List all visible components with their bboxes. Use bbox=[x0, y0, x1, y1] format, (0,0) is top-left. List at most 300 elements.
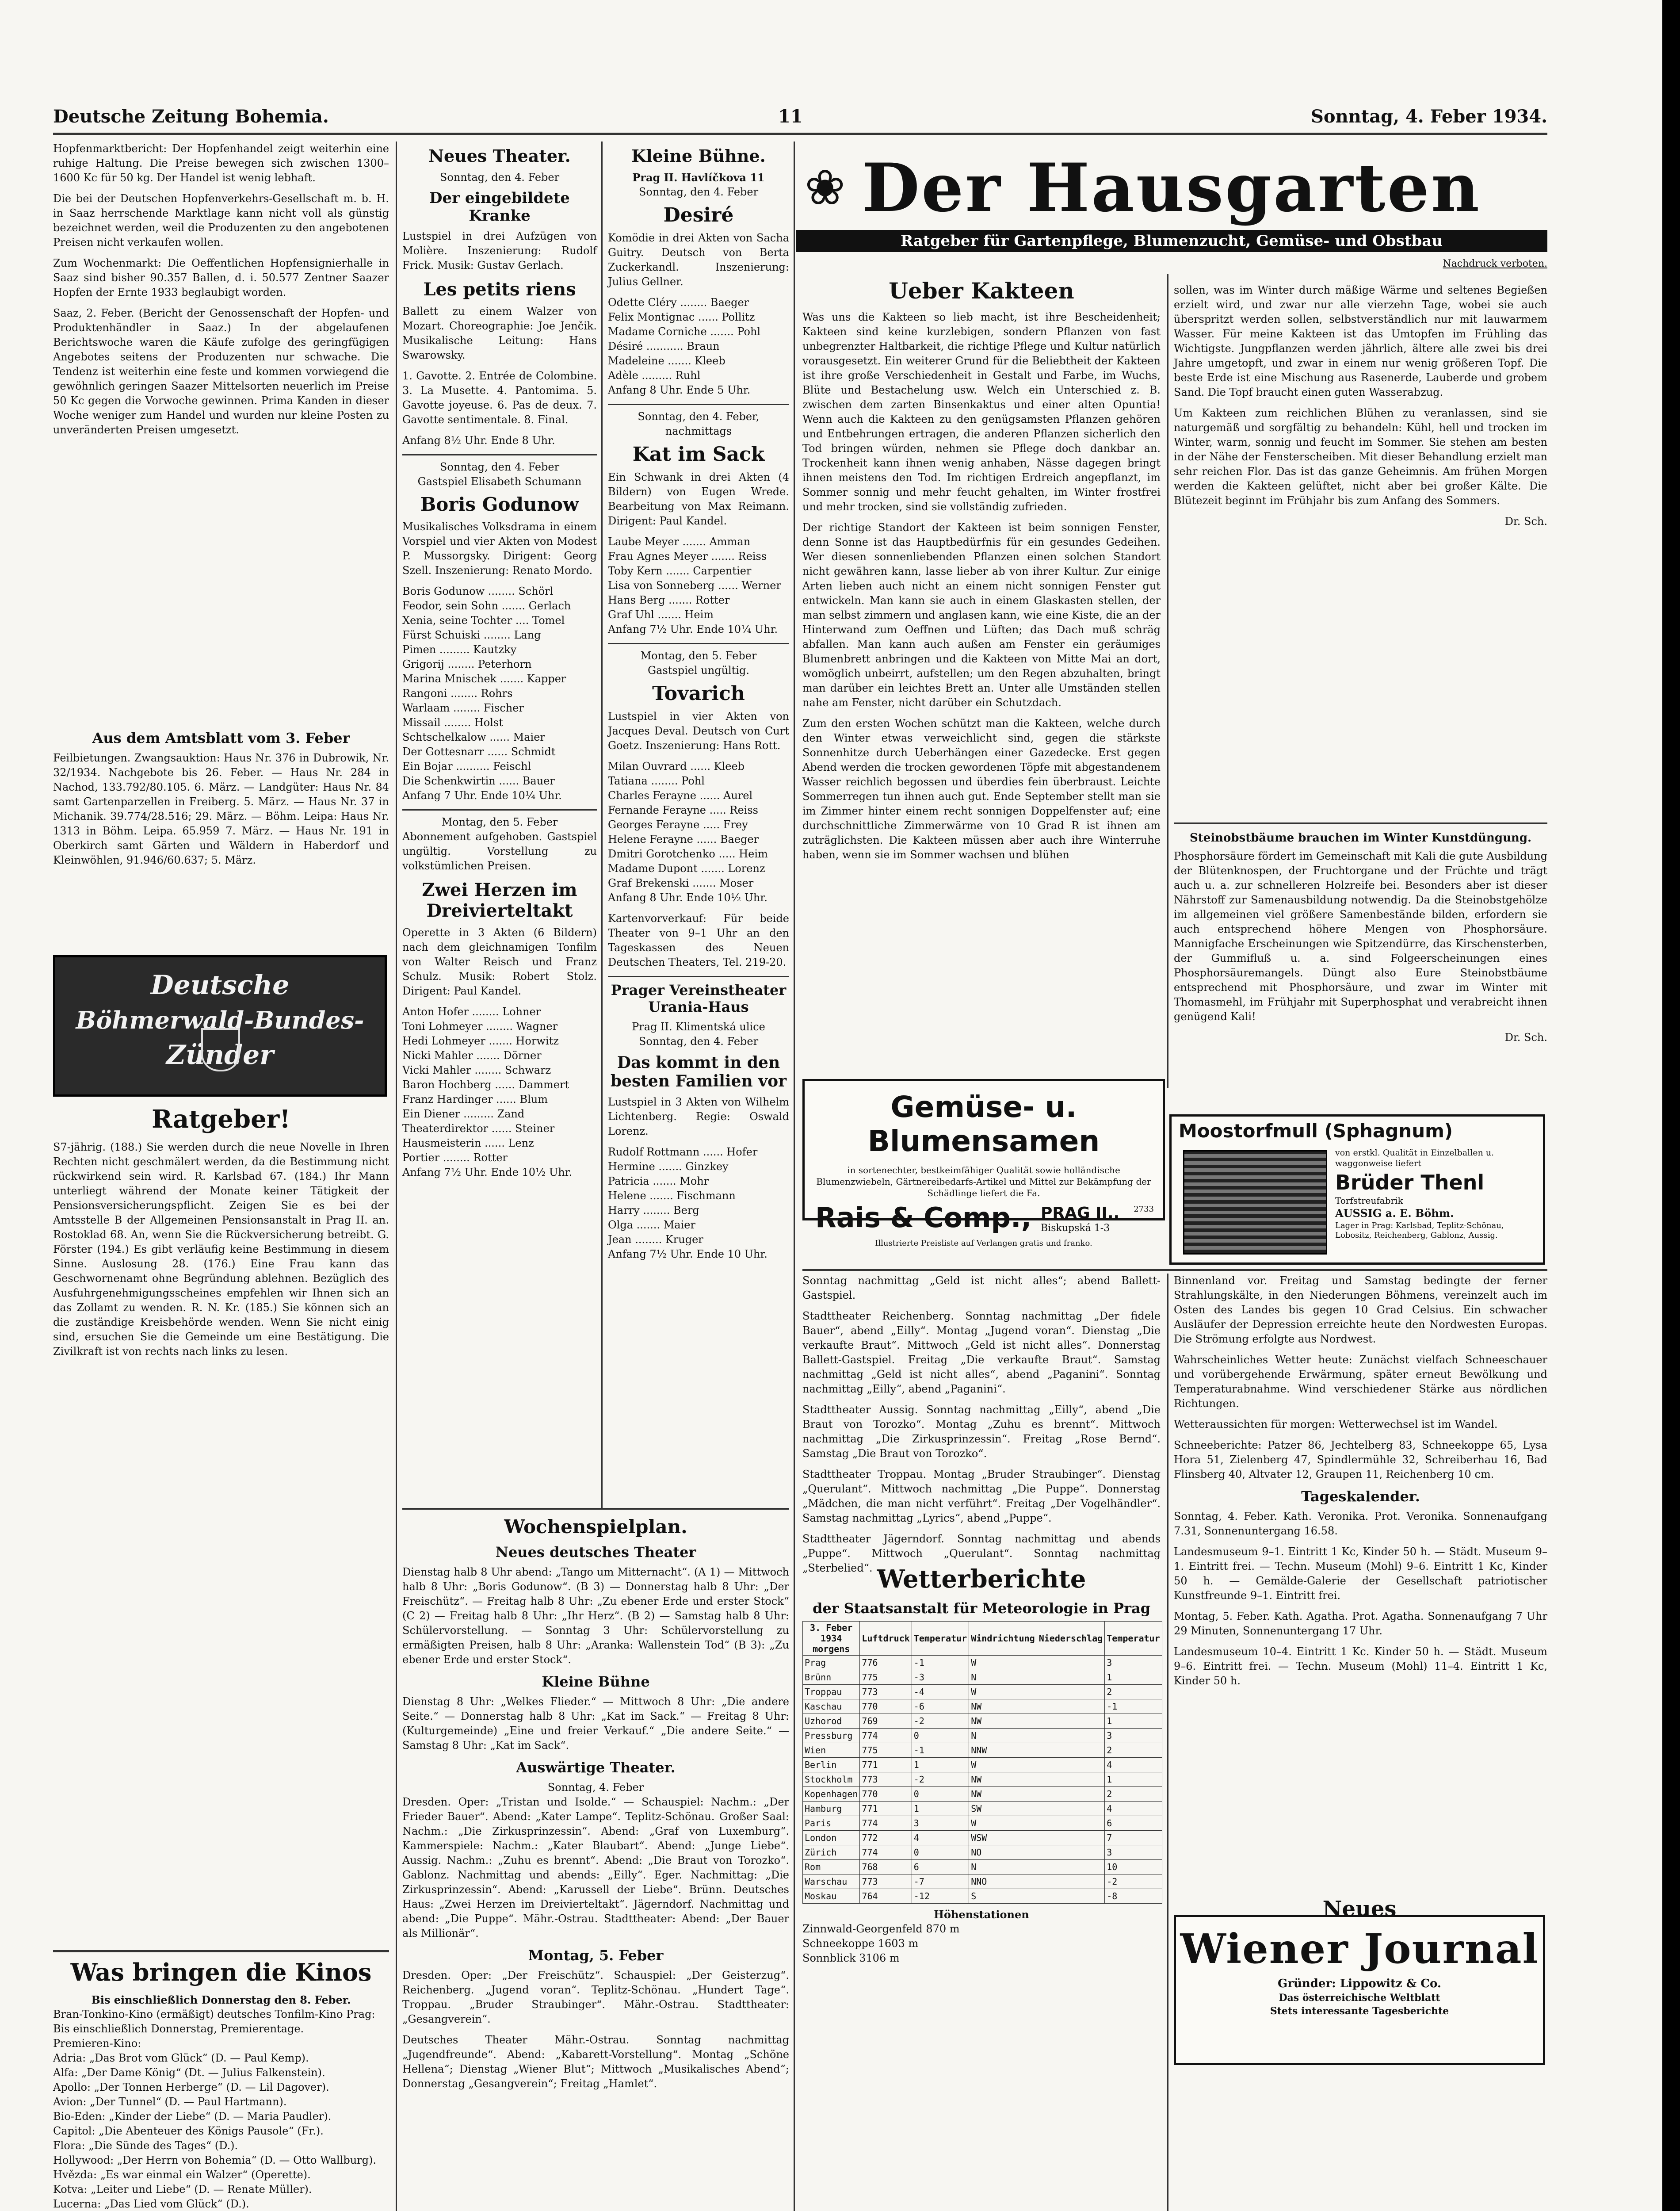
weather-cell: 773 bbox=[860, 1874, 912, 1889]
desire-cast bbox=[608, 295, 789, 383]
mon-time: Anfang 7½ Uhr. Ende 10½ Uhr. bbox=[402, 1166, 573, 1178]
cast-line: Laube Meyer ....... Amman bbox=[608, 536, 751, 548]
cast-line: Madeleine ....... Kleeb bbox=[608, 355, 725, 367]
cactus-text-c: Zum den ersten Wochen schützt man die Kakteen, welche durch den Winter etwas verweichlicht sind, gegen die stärkste Sonnenhitze durch Ueberhängen einer Gazedecke. Erst gegen Abend werden die trocken gewordenen Töpfe mit abgestandenem Wasser reichlich begossen und überdies fein überbraust. Leichte Sommerregen tun ihnen auch gut. Ende September stellt man sie im Zimmer hinter einem recht sonnigen Doppelfenster auf; eine durchschnittliche Zimmerwärme von 10 Grad R ist ihnen am zuträglichsten. Die Kakteen müssen aber auch ihre Winterruhe haben, wenn sie im Sommer wachsen und blühen bbox=[802, 717, 1161, 861]
play2-time: Anfang 8½ Uhr. Ende 8 Uhr. bbox=[402, 434, 555, 447]
col3-theater bbox=[608, 142, 789, 1503]
cast-line: Adèle ......... Ruhl bbox=[608, 369, 701, 382]
cast-line: Franz Hardinger ...... Blum bbox=[402, 1093, 548, 1106]
wiener-sub2: Das österreichische Weltblatt bbox=[1279, 1992, 1440, 2004]
kat-title: Kat im Sack bbox=[632, 443, 765, 466]
cast-line: Schtschelkalow ...... Maier bbox=[402, 731, 545, 743]
weather-cell: Zürich bbox=[803, 1845, 860, 1860]
peat-ad-city: AUSSIG a. E. Böhm. bbox=[1335, 1207, 1454, 1220]
table-row bbox=[803, 1802, 1162, 1816]
weather-cell: 773 bbox=[860, 1772, 912, 1787]
weather-notes bbox=[802, 1922, 1161, 1966]
weather-head bbox=[803, 1622, 1162, 1656]
cast-line: Toni Lohmeyer ........ Wagner bbox=[402, 1020, 558, 1033]
weather-bottom: Höhenstationen bbox=[934, 1908, 1029, 1921]
desire-time: Anfang 8 Uhr. Ende 5 Uhr. bbox=[608, 384, 751, 396]
fertilizer-title: Steinobstbäume brauchen im Winter Kunstdüngung. bbox=[1189, 831, 1532, 845]
weather-cell: N bbox=[969, 1670, 1037, 1685]
hops-text-2: Die bei der Deutschen Hopfenverkehrs-Gesellschaft m. b. H. in Saaz herrschende Marktlage kann nicht voll als günstig bezeichnet werden, weil die Produzenten zu den angebotenen Preisen nicht verkaufen wollen. bbox=[53, 192, 389, 249]
cast-line: Fernande Ferayne ..... Reiss bbox=[608, 804, 758, 816]
cast-line: Milan Ouvrard ...... Kleeb bbox=[608, 760, 745, 773]
weather-cell: NNO bbox=[969, 1874, 1037, 1889]
cactus-text-b: Der richtige Standort der Kakteen ist beim sonnigen Fenster, denn Sonne ist das Hauptbedürfnis für ein gesundes Gedeihen. Wer diesen sonnenliebenden Pflanzen einen solchen Standort nicht gewähren kann, lasse lieber ab von ihrer Kultur. Zur einige Arten lieben auch nicht an einem nicht sonnigen Fenster gut entwickeln. Man kann sie auch in einem Glaskasten stellen, der man selbst zimmern und anglasen kann, wie eine Kiste, die an der Hinterwand zum Oeffnen und Lüften; das Dach muß schräg abfallen. Man kann auch außen am Fenster ein geräumiges Blumenbrett anbringen und die Kakteen von Mitte Mai an dort, womöglich unbeirrt, aufstellen; um den Regen abzuhalten, bringt man darüber ein leichtes Brett an. Unter alle Umständen stellen nahe am Fenster, nicht darüber ein Schutzdach. bbox=[802, 521, 1161, 709]
weather-cell: N bbox=[969, 1860, 1037, 1874]
weather-cell: -6 bbox=[912, 1699, 969, 1714]
bulletin-col bbox=[802, 1274, 1161, 1574]
weather-cell: 4 bbox=[1105, 1758, 1162, 1772]
weather-head-cell: 3. Feber 1934 morgens bbox=[803, 1622, 860, 1656]
cast-line: Helene ....... Fischmann bbox=[608, 1190, 736, 1202]
cast-line: Graf Uhl ....... Heim bbox=[608, 608, 714, 621]
right-lower-a: Binnenland vor. Freitag und Samstag bedingte der ferner Strahlungskälte, in den Niederungen Böhmens, vereinzelt auch im Osten des Landes bis gegen 10 Grad Celsius. Ein schwacher Ausläufer der Depression erreichte heute den Nordwesten Europas. Die Strömung erfolgte aus Nordwest. bbox=[1174, 1274, 1547, 1345]
weather-head-cell: Temperatur bbox=[1105, 1622, 1162, 1656]
week-sub2: Kleine Bühne bbox=[542, 1673, 650, 1690]
table-row bbox=[803, 1845, 1162, 1860]
weather-note: Sonnblick 3106 m bbox=[802, 1952, 900, 1964]
peat-ad-lines: Lager in Prag: Karlsbad, Teplitz-Schönau, Lobositz, Reichenberg, Gablonz, Aussig. bbox=[1335, 1221, 1504, 1240]
weather-cell: -2 bbox=[912, 1714, 969, 1729]
table-row bbox=[803, 1656, 1162, 1670]
table-row bbox=[803, 1699, 1162, 1714]
kino-title: Was bringen die Kinos bbox=[70, 1958, 372, 1986]
table-row bbox=[803, 1714, 1162, 1729]
weather-cell bbox=[1037, 1656, 1105, 1670]
col1-kino bbox=[53, 1955, 389, 2211]
seed-ad-city: PRAG II., bbox=[1041, 1204, 1120, 1222]
weather-cell: SW bbox=[969, 1802, 1037, 1816]
weather-cell: 3 bbox=[912, 1816, 969, 1831]
cast-line: Frau Agnes Meyer ....... Reiss bbox=[608, 550, 767, 562]
wiener-sub3: Stets interessante Tagesberichte bbox=[1270, 2005, 1449, 2017]
peat-ad-sub: Torfstreufabrik bbox=[1335, 1195, 1403, 1206]
weather-cell: London bbox=[803, 1831, 860, 1845]
seed-ad bbox=[802, 1079, 1165, 1248]
weather-cell: -8 bbox=[1105, 1889, 1162, 1904]
weather-cell: -12 bbox=[912, 1889, 969, 1904]
weather-head-cell: Niederschlag bbox=[1037, 1622, 1105, 1656]
public-text: Feilbietungen. Zwangsauktion: Haus Nr. 376 in Dubrowik, Nr. 32/1934. Nachgebote bis 26. Feber. — Haus Nr. 284 in Nachod, 133.792/80.105. 6. März. — Landgüter: Haus Nr. 84 samt Gartenparzellen in Freiberg. 5. März. — Haus Nr. 37 in Michanik. 39.774/28.516; 29. März. — Böhm. Leipa: Haus Nr. 1313 in Böhm. Leipa. 65.959 7. März. — Haus Nr. 191 in Oberkirch samt Gärten und Wäldern in Haberdorf und Kleinwöhlen, 91.946/60.637; 5. März. bbox=[53, 752, 389, 866]
cast-line: Olga ....... Maier bbox=[608, 1219, 695, 1231]
weather-cell bbox=[1037, 1699, 1105, 1714]
zunder-line3: Zünder bbox=[166, 1040, 274, 1071]
weather-cell: Hamburg bbox=[803, 1802, 860, 1816]
kino-list-item: Avion: „Der Tunnel“ (D. — Paul Hartmann). bbox=[53, 2096, 287, 2108]
peat-ad-title: Moostorfmull (Sphagnum) bbox=[1179, 1120, 1453, 1142]
weather-cell: Wien bbox=[803, 1743, 860, 1758]
header-page-number: 11 bbox=[778, 106, 803, 127]
weather-cell: 3 bbox=[1105, 1656, 1162, 1670]
weather-cell: S bbox=[969, 1889, 1037, 1904]
zunder-ad bbox=[53, 955, 387, 1097]
weather-cell: -7 bbox=[912, 1874, 969, 1889]
bulletin-b: Stadttheater Reichenberg. Sonntag nachmittag „Der fidele Bauer“, abend „Eilly“. Montag „Jugend voran“. Dienstag „Die verkaufte Braut“. Mittwoch „Geld ist nicht alles“. Donnerstag Ballett-Gastspiel. Freitag „Die verkaufte Braut“. Samstag nachmittag „Geld ist nicht alles“, abend „Paganini“. Sonntag nachmittag „Eilly“, abend „Paganini“. bbox=[802, 1310, 1161, 1395]
bulletin-c: Stadttheater Aussig. Sonntag nachmittag „Eilly“, abend „Die Braut von Torozko“. Montag „Zuhu es brennt“. Mittwoch nachmittag „Die Zirkusprinzessin“. Freitag „Rose Bernd“. Samstag „Die Braut von Torozko“. bbox=[802, 1404, 1161, 1460]
header-rule bbox=[53, 133, 1547, 135]
cast-line: Madame Dupont ....... Lorenz bbox=[608, 862, 765, 875]
opera-time: Anfang 7 Uhr. Ende 10¼ Uhr. bbox=[402, 789, 562, 802]
weather-cell bbox=[1037, 1758, 1105, 1772]
cast-line: Portier ........ Rotter bbox=[402, 1151, 508, 1164]
col2-rule-a bbox=[402, 454, 597, 455]
tovarich-title: Tovarich bbox=[652, 682, 745, 705]
tovarich-cast bbox=[608, 759, 789, 891]
weather-cell: Warschau bbox=[803, 1874, 860, 1889]
cast-line: Hedi Lohmeyer ....... Horwitz bbox=[402, 1035, 559, 1047]
wiener-title: Wiener Journal bbox=[1180, 1925, 1539, 1973]
prague-title: Prager Vereinstheater Urania-Haus bbox=[611, 982, 787, 1015]
cast-line: Lisa von Sonneberg ...... Werner bbox=[608, 579, 781, 592]
tovarich-note: Gastspiel ungültig. bbox=[647, 664, 750, 677]
week-sub1: Neues deutsches Theater bbox=[495, 1544, 696, 1561]
seed-ad-firm: Rais & Comp., bbox=[815, 1201, 1032, 1234]
kino-list-item: Flora: „Die Sünde des Tages“ (D.). bbox=[53, 2139, 238, 2152]
table-row bbox=[803, 1816, 1162, 1831]
zunder-line1: Deutsche bbox=[150, 970, 290, 1001]
weather-cell: 771 bbox=[860, 1758, 912, 1772]
weather-cell: Rom bbox=[803, 1860, 860, 1874]
prague-time: Anfang 7½ Uhr. Ende 10 Uhr. bbox=[608, 1248, 767, 1260]
cast-line: Tatiana ........ Pohl bbox=[608, 775, 705, 787]
weather-cell bbox=[1037, 1772, 1105, 1787]
cast-line: Warlaam ........ Fischer bbox=[402, 702, 524, 714]
weather-cell: W bbox=[969, 1758, 1037, 1772]
cast-line: Harry ........ Berg bbox=[608, 1204, 699, 1216]
kino-list-item: Premieren-Kino: bbox=[53, 2037, 141, 2050]
weather-cell: 6 bbox=[912, 1860, 969, 1874]
cast-line: Désiré ........... Braun bbox=[608, 340, 720, 352]
weather-cell: Paris bbox=[803, 1816, 860, 1831]
prague-play: Das kommt in den besten Familien vor bbox=[610, 1053, 787, 1090]
cast-line: Georges Ferayne ..... Frey bbox=[608, 819, 748, 831]
col-divider-3 bbox=[794, 142, 795, 2211]
prague-addr: Prag II. Klimentská ulice bbox=[632, 1021, 765, 1033]
kat-cast bbox=[608, 535, 789, 622]
weather-cell: 0 bbox=[912, 1787, 969, 1802]
weather-note: Schneekoppe 1603 m bbox=[802, 1937, 919, 1950]
cactus-sign: Dr. Sch. bbox=[1504, 515, 1547, 528]
weather-cell bbox=[1037, 1816, 1105, 1831]
kino-list-item: Bran-Tonkino-Kino (ermäßigt) deutsches Tonfilm-Kino Prag: Bis einschließlich Donnerstag, Premierentage. bbox=[53, 2008, 375, 2035]
flower-icon: ❀ bbox=[805, 159, 846, 216]
kino-list-item: Kotva: „Leiter und Liebe“ (D. — Renate Müller). bbox=[53, 2183, 312, 2196]
cast-line: Toby Kern ....... Carpentier bbox=[608, 565, 752, 577]
desire-text: Komödie in drei Akten von Sacha Guitry. Deutsch von Berta Zuckerkandl. Inszenierung: Julius Gellner. bbox=[608, 232, 789, 288]
out-text: Dresden. Oper: „Tristan und Isolde.“ — Schauspiel: Nachm.: „Der Frieder Bauer“. Abend: „Kater Lampe“. Teplitz-Schönau. Großer Saal: Nachm.: „Die Zirkusprinzessin“. Abend: „Graf von Luxemburg“. Kammerspiele: Nachm.: „Kater Blaubart“. Abend: „Junge Liebe“. Aussig. Nachm.: „Zuhu es brennt“. Abend: „Die Braut von Torozko“. Gablonz. Nachmittag und abends: „Eilly“. Eger. Nachmittag: „Die Zirkusprinzessin“. Abend: „Karussell der Liebe“. Brünn. Deutsches Haus: „Zwei Herzen im Dreivierteltakt“. Jägerndorf. Nachmittag und abend: „Die Puppe“. Mähr.-Ostrau. Stadttheater: Abend: „Der Bauer als Millionär“. bbox=[402, 1796, 789, 1939]
weather-cell: -4 bbox=[912, 1685, 969, 1699]
calendar-c: Montag, 5. Feber. Kath. Agatha. Prot. Agatha. Sonnenaufgang 7 Uhr 29 Minuten, Sonnenuntergang 17 Uhr. bbox=[1174, 1610, 1547, 1637]
weather-cell: -3 bbox=[912, 1670, 969, 1685]
tovarich-text: Lustspiel in vier Akten von Jacques Deval. Deutsch von Curt Goetz. Inszenierung: Hans Rott. bbox=[608, 710, 789, 752]
lower-rule bbox=[802, 1269, 1547, 1271]
col1-top bbox=[53, 142, 389, 721]
advisor-text: S7-jährig. (188.) Sie werden durch die neue Novelle in Ihren Rechten nicht geschmälert werden, da die Bestimmung nicht rückwirkend sein wird. R. Karlsbad 67. (184.) Ihr Mann unterliegt während der Monate keiner Tätigkeit der Pensionsversicherungspflicht. Zeigen Sie es bei der Amtsstelle B der Allgemeinen Pensionsanstalt in Prag II. an. Rostoklad 68. An, wenn Sie die Rückversicherung betreibt. G. Förster (194.) Es gibt verläufig keine Bestimmung in diesem Sinne. Auslosung 28. (176.) Eine Frau kann das Geschwornenamt ohne Begründung ablehnen. Bezüglich des Ausfuhrgenehmigungsscheines empfehlen wir Ihnen sich an das Zollamt zu wenden. R. N. Kr. (185.) Sie können sich an die zuständige Kreisbehörde wenden. Wenn Sie nicht einig sind, ersuchen Sie die Gemeinde um eine Bestätigung. Die Zivilkraft ist von rechts nach links zu lesen. bbox=[53, 1141, 389, 1358]
theater-title: Neues Theater. bbox=[428, 146, 571, 166]
weather-col bbox=[802, 1561, 1161, 2211]
kino-list-item: Hvězda: „Es war einmal ein Walzer“ (Operette). bbox=[53, 2169, 311, 2181]
weather-cell: 10 bbox=[1105, 1860, 1162, 1874]
weather-cell: 1 bbox=[912, 1758, 969, 1772]
weather-cell: NW bbox=[969, 1772, 1037, 1787]
kat-sub: Sonntag, den 4. Feber, nachmittags bbox=[638, 410, 760, 437]
fertilizer-sign: Dr. Sch. bbox=[1504, 1031, 1547, 1044]
week-title: Wochenspielplan. bbox=[504, 1516, 687, 1538]
play1-text: Lustspiel in drei Aufzügen von Molière. Inszenierung: Rudolf Frick. Musik: Gustav Gerlach. bbox=[402, 230, 597, 272]
table-row bbox=[803, 1831, 1162, 1845]
cast-line: Felix Montignac ...... Pollitz bbox=[608, 311, 755, 323]
bulletin-d: Stadttheater Troppau. Montag „Bruder Straubinger“. Dienstag „Querulant“. Mittwoch nachmittag „Die Puppe“. Donnerstag „Mädchen, die man nicht verführt“. Freitag „Der Vogelhändler“. Samstag nachmittag „Lyrics“, abend „Puppe“. bbox=[802, 1468, 1161, 1524]
cast-line: Hans Berg ....... Rotter bbox=[608, 594, 730, 606]
fertilizer-text: Phosphorsäure fördert im Gemeinschaft mit Kali die gute Ausbildung der Blütenknospen, der Fruchtorgane und der Früchte und trägt auch u. a. zur schnelleren Holzreife bei. Besonders aber ist dieser Nährstoff zur Samenausbildung notwendig. Da die Steinobstgehölze im allgemeinen viel größere Samenbestände bilden, erfordern sie auch entsprechend höhere Mengen von Phosphorsäure. Mannigfache Erscheinungen wie Spitzendürre, das Kirschensterben, der Gummifluß u. a. sind Folgeerscheinungen eines Phosphorsäuremangels. Düngt also Eure Steinobstbäume entsprechend mit Phosphorsäure, und zwar im Winter mit Thomasmehl, im Frühjahr mit Superphosphat und verabreicht ihnen genügend Kali! bbox=[1174, 850, 1547, 1023]
seed-ad-text: in sortenechter, bestkeimfähiger Qualität sowie holländische Blumenzwiebeln, Gärtnereibedarfs-Artikel und Mittel zur Bekämpfung der Schädlinge liefert die Fa. bbox=[816, 1165, 1151, 1198]
kino-list-item: Alfa: „Der Dame König“ (Dt. — Julius Falkenstein). bbox=[53, 2066, 325, 2079]
weather-cell: Berlin bbox=[803, 1758, 860, 1772]
right-lower-d: Schneeberichte: Patzer 86, Jechtelberg 83, Schneekoppe 65, Lysa Hora 51, Zielenberg 47, Spindlermühle 32, Schreiberhau 16, Bad Flinsberg 40, Altvater 12, Graupen 11, Reichenberg 10 cm. bbox=[1174, 1439, 1547, 1480]
weather-cell: 770 bbox=[860, 1699, 912, 1714]
weather-title: Wetterberichte bbox=[877, 1565, 1086, 1594]
play2-title: Les petits riens bbox=[423, 279, 576, 300]
table-row bbox=[803, 1758, 1162, 1772]
weather-cell: 6 bbox=[1105, 1816, 1162, 1831]
weather-cell: 771 bbox=[860, 1802, 912, 1816]
weather-head-cell: Temperatur bbox=[912, 1622, 969, 1656]
small-stage-title: Kleine Bühne. bbox=[631, 146, 766, 166]
cast-line: Rudolf Rottmann ...... Hofer bbox=[608, 1146, 758, 1158]
hops-text-3: Zum Wochenmarkt: Die Oeffentlichen Hopfensignierhalle in Saaz sind bisher 90.357 Ballen, d. i. 50.577 Zentner Saazer Hopfen der Ernte 1933 beglaubigt worden. bbox=[53, 257, 389, 298]
weather-cell: W bbox=[969, 1685, 1037, 1699]
calendar-title: Tageskalender. bbox=[1301, 1488, 1420, 1505]
cast-line: Dmitri Gorotchenko ..... Heim bbox=[608, 848, 768, 860]
col2-theater bbox=[402, 142, 597, 1503]
calendar-a: Sonntag, 4. Feber. Kath. Veronika. Prot. Veronika. Sonnenaufgang 7.31, Sonnenuntergang 16.58. bbox=[1174, 1510, 1547, 1537]
weather-cell: 775 bbox=[860, 1743, 912, 1758]
cactus-text-d: sollen, was im Winter durch mäßige Wärme und seltenes Begießen erzielt wird, und zwar nur alle vierzehn Tage, wobei sie auch überspritzt werden sollen, selbstverständlich nur mit lauwarmem Wasser. Für meine Kakteen ist das Umtopfen im Frühling das Wichtigste. Jungpflanzen werden jährlich, ältere alle zwei bis drei Jahre umgetopft, und zwar in einem nur wenig größeren Topf. Die beste Erde ist eine Mischung aus Rasenerde, Lauberde und grobem Sand. Die Topf braucht einen guten Wasserabzug. bbox=[1174, 284, 1547, 398]
col23-weekly bbox=[402, 1512, 789, 2211]
out-sub: Sonntag, 4. Feber bbox=[547, 1781, 644, 1794]
weather-cell: 2 bbox=[1105, 1743, 1162, 1758]
weather-cell: 1 bbox=[1105, 1772, 1162, 1787]
cast-line: Der Gottesnarr ...... Schmidt bbox=[402, 746, 556, 758]
cast-line: Baron Hochberg ...... Dammert bbox=[402, 1079, 569, 1091]
weather-cell: Prag bbox=[803, 1656, 860, 1670]
weather-head-cell: Windrichtung bbox=[969, 1622, 1037, 1656]
bulletin-e: Stadttheater Jägerndorf. Sonntag nachmittag und abends „Puppe“. Mittwoch „Querulant“. Sonntag nachmittag „Sterbelied“. bbox=[802, 1533, 1161, 1574]
weather-head-cell: Luftdruck bbox=[860, 1622, 912, 1656]
seed-ad-note: Illustrierte Preisliste auf Verlangen gratis und franko. bbox=[875, 1239, 1092, 1248]
cast-line: Nicki Mahler ....... Dörner bbox=[402, 1049, 542, 1062]
wiener-top-label: Neues bbox=[1322, 1897, 1397, 1921]
weather-cell: NW bbox=[969, 1714, 1037, 1729]
weather-cell: 2 bbox=[1105, 1787, 1162, 1802]
weather-cell: 774 bbox=[860, 1845, 912, 1860]
page-edge bbox=[1662, 0, 1680, 2211]
weather-cell bbox=[1037, 1845, 1105, 1860]
prague-cast bbox=[608, 1145, 789, 1247]
hops-text-4: Saaz, 2. Feber. (Bericht der Genossenschaft der Hopfen- und Produktenhändler in Saaz.) In der abgelaufenen Berichtswoche waren die Käufe zufolge des geringfügigen Angebotes seitens der Produzenten nur schwache. Die Tendenz ist weiterhin eine feste und kommen vorwiegend die gewöhnlich geringen Saazer Mittelsorten neuerlich im Preise 50 Kc gegen die Vorwoche gewinnen. Prima Kanden in dieser Woche weniger zum Handel und wurden nur kleine Posten zu unveränderten Preisen umgesetzt. bbox=[53, 307, 389, 436]
shield-icon bbox=[201, 1028, 240, 1071]
small-stage-sub: Sonntag, den 4. Feber bbox=[638, 186, 759, 198]
opera-cast bbox=[402, 584, 597, 788]
table-row bbox=[803, 1874, 1162, 1889]
weather-note: Zinnwald-Georgenfeld 870 m bbox=[802, 1923, 960, 1935]
small-stage-addr: Prag II. Havlíčkova 11 bbox=[632, 171, 765, 184]
opera-sub2: Gastspiel Elisabeth Schumann bbox=[417, 475, 582, 488]
cast-line: Boris Godunow ........ Schörl bbox=[402, 585, 554, 597]
hops-text-1: Hopfenmarktbericht: Der Hopfenhandel zeigt weiterhin eine ruhige Haltung. Die Preise bewegen sich zwischen 1300–1600 Kc für 50 kg. Der Handel ist wenig lebhaft. bbox=[53, 142, 389, 184]
col3-rule-c bbox=[608, 976, 789, 977]
opera-text: Musikalisches Volksdrama in einem Vorspiel und vier Akten von Modest P. Mussorgsky. Dirigent: Georg Szell. Inszenierung: Renato Mordo. bbox=[402, 520, 597, 577]
wiener-journal-ad bbox=[1174, 1897, 1545, 2065]
weather-cell: 7 bbox=[1105, 1831, 1162, 1845]
weather-cell: 3 bbox=[1105, 1729, 1162, 1743]
table-row bbox=[803, 1860, 1162, 1874]
kino-list-item: Apollo: „Der Tonnen Herberge“ (D. — Lil Dagover). bbox=[53, 2081, 329, 2093]
weather-cell bbox=[1037, 1743, 1105, 1758]
public-title: Aus dem Amtsblatt vom 3. Feber bbox=[92, 730, 350, 746]
weather-cell: -1 bbox=[912, 1743, 969, 1758]
out-mon-text2: Deutsches Theater Mähr.-Ostrau. Sonntag nachmittag „Jugendfreunde“. Abend: „Kabarett-Vorstellung“. Montag „Schöne Hellena“; Dienstag „Wiener Blut“; Mittwoch „Musikalisches Abend“; Donnerstag „Gesangverein“; Freitag „Hamlet“. bbox=[402, 2034, 789, 2090]
cast-line: Rangoni ........ Rohrs bbox=[402, 687, 513, 700]
kino-subtitle: Bis einschließlich Donnerstag den 8. Feber. bbox=[91, 1993, 351, 2006]
opera-title: Boris Godunow bbox=[420, 493, 579, 515]
table-row bbox=[803, 1787, 1162, 1802]
cast-line: Marina Mnischek ....... Kapper bbox=[402, 673, 566, 685]
opera-sub: Sonntag, den 4. Feber bbox=[439, 461, 560, 473]
kino-list-item: Capitol: „Die Abenteuer des Königs Pausole“ (Fr.). bbox=[53, 2125, 324, 2137]
weather-cell: 4 bbox=[912, 1831, 969, 1845]
col1-public bbox=[53, 725, 389, 946]
prague-text: Lustspiel in 3 Akten von Wilhelm Lichtenberg. Regie: Oswald Lorenz. bbox=[608, 1096, 789, 1137]
cast-line: Ein Diener ......... Zand bbox=[402, 1108, 525, 1120]
lower-divider bbox=[1167, 1274, 1168, 2211]
right-lower-b: Wahrscheinliches Wetter heute: Zunächst vielfach Schneeschauer und vorübergehende Erwärmung, später erneut Bewölkung und Temperaturabnahme. Wind verschiedener Stärke aus nördlichen Richtungen. bbox=[1174, 1354, 1547, 1410]
weather-cell: W bbox=[969, 1816, 1037, 1831]
cast-line: Graf Brekenski ....... Moser bbox=[608, 877, 754, 889]
weather-cell: 1 bbox=[1105, 1714, 1162, 1729]
table-row bbox=[803, 1889, 1162, 1904]
cast-line: Fürst Schuiski ........ Lang bbox=[402, 629, 541, 641]
zunder-line2: Böhmerwald-Bundes- bbox=[76, 1006, 364, 1034]
mon-play-text: Operette in 3 Akten (6 Bildern) nach dem gleichnamigen Tonfilm von Walter Reisch und Franz Schulz. Musik: Robert Stolz. Dirigent: Paul Kandel. bbox=[402, 926, 597, 997]
weather-cell: Brünn bbox=[803, 1670, 860, 1685]
tovarich-time: Anfang 8 Uhr. Ende 10½ Uhr. bbox=[608, 891, 767, 904]
col-divider-2 bbox=[601, 142, 603, 1508]
weather-cell: NO bbox=[969, 1845, 1037, 1860]
play1-title: Der eingebildete Kranke bbox=[429, 189, 570, 225]
seed-ad-title: Gemüse- u. Blumensamen bbox=[867, 1090, 1100, 1158]
advisor-title: Ratgeber! bbox=[152, 1105, 290, 1134]
weather-cell: Troppau bbox=[803, 1685, 860, 1699]
weather-cell: Kopenhagen bbox=[803, 1787, 860, 1802]
weather-cell bbox=[1037, 1670, 1105, 1685]
cast-line: Theaterdirektor ...... Steiner bbox=[402, 1122, 555, 1135]
cactus-col-b bbox=[1174, 283, 1547, 814]
weather-cell: Pressburg bbox=[803, 1729, 860, 1743]
calendar-b: Landesmuseum 9–1. Eintritt 1 Kc, Kinder 50 h. — Städt. Museum 9–1. Eintritt frei. — Techn. Museum (Mohl) 9–6. Eintritt 1 Kc, Kinder 50 h. — Gemälde-Galerie der Gesellschaft patriotischer Kunstfreunde 9–1. Eintritt frei. bbox=[1174, 1545, 1547, 1602]
kino-rule bbox=[53, 1950, 389, 1952]
presale-text: Kartenvorverkauf: Für beide Theater von 9–1 Uhr an den Tageskassen des Neuen Deutschen Theaters, Tel. 219-20. bbox=[608, 912, 789, 968]
weather-cell: 774 bbox=[860, 1816, 912, 1831]
weather-cell: 772 bbox=[860, 1831, 912, 1845]
wiener-sub: Gründer: Lippowitz & Co. bbox=[1278, 1977, 1441, 1990]
header-date: Sonntag, 4. Feber 1934. bbox=[1311, 106, 1547, 127]
weather-cell: -2 bbox=[1105, 1874, 1162, 1889]
kino-list-item: Adria: „Das Brot vom Glück“ (D. — Paul Kemp). bbox=[53, 2052, 309, 2064]
weekly-rule bbox=[402, 1508, 789, 1510]
cactus-col-a bbox=[802, 274, 1161, 1066]
mast-title: Der Hausgarten bbox=[862, 149, 1481, 227]
cast-line: Madame Corniche ....... Pohl bbox=[608, 325, 761, 338]
weather-cell: 1 bbox=[1105, 1670, 1162, 1685]
weather-table bbox=[802, 1621, 1162, 1904]
mast-subtitle: Ratgeber für Gartenpflege, Blumenzucht, Gemüse- und Obstbau bbox=[796, 230, 1547, 252]
cast-line: Ein Bojar .......... Feischl bbox=[402, 760, 531, 773]
seed-ad-addr: Biskupská 1-3 bbox=[1041, 1223, 1110, 1234]
cast-line: Anton Hofer ........ Lohner bbox=[402, 1006, 541, 1018]
mon-cast bbox=[402, 1005, 597, 1165]
cast-line: Xenia, seine Tochter .... Tomel bbox=[402, 614, 565, 627]
weather-cell: 776 bbox=[860, 1656, 912, 1670]
cast-line: Feodor, sein Sohn ....... Gerlach bbox=[402, 600, 571, 612]
weather-cell: -1 bbox=[1105, 1699, 1162, 1714]
calendar-d: Landesmuseum 10–4. Eintritt 1 Kc. Kinder 50 h. — Städt. Museum 9–6. Eintritt frei. — Techn. Museum (Mohl) 11–4. Eintritt 1 Kc, Kinder 50 h. bbox=[1174, 1645, 1547, 1687]
col-divider-1 bbox=[396, 142, 397, 2211]
out-mon-title: Montag, 5. Feber bbox=[528, 1947, 664, 1964]
weather-cell: Moskau bbox=[803, 1889, 860, 1904]
weather-cell: 768 bbox=[860, 1860, 912, 1874]
col3-rule-a bbox=[608, 404, 789, 405]
peat-ad-firm: Brüder Thenl bbox=[1335, 1171, 1485, 1194]
weather-cell: WSW bbox=[969, 1831, 1037, 1845]
table-row bbox=[803, 1729, 1162, 1743]
kino-list-item: Hollywood: „Der Herrn von Bohemia“ (D. — Otto Wallburg). bbox=[53, 2154, 377, 2166]
seed-ad-code: 2733 bbox=[1134, 1205, 1154, 1214]
tovarich-sub: Montag, den 5. Feber bbox=[640, 650, 757, 662]
weather-cell: -2 bbox=[912, 1772, 969, 1787]
play2-text: Ballett zu einem Walzer von Mozart. Choreographie: Joe Jenčik. Musikalische Leitung: Hans Swarowsky. bbox=[402, 305, 597, 361]
fertilizer-rule bbox=[1174, 822, 1547, 824]
desire-title: Desiré bbox=[663, 204, 734, 226]
weather-cell: 769 bbox=[860, 1714, 912, 1729]
cactus-divider bbox=[1167, 274, 1168, 1088]
cast-line: Pimen ......... Kautzky bbox=[402, 643, 517, 656]
peat-bale-icon bbox=[1183, 1150, 1327, 1255]
weather-cell: 775 bbox=[860, 1670, 912, 1685]
weather-cell: NW bbox=[969, 1699, 1037, 1714]
cast-line: Missail ........ Holst bbox=[402, 716, 503, 729]
out-title: Auswärtige Theater. bbox=[516, 1759, 676, 1776]
weather-cell bbox=[1037, 1889, 1105, 1904]
play2-cast: 1. Gavotte. 2. Entrée de Colombine. 3. La Musette. 4. Pantomima. 5. Gavotte joyeuse. 6. Pas de deux. 7. Gavotte sentimentale. 8. Final. bbox=[402, 370, 597, 426]
right-lower-col bbox=[1174, 1274, 1547, 1906]
peat-ad-text: von erstkl. Qualität in Einzelballen u. waggonweise liefert bbox=[1335, 1148, 1494, 1168]
kino-list-item: Bio-Eden: „Kinder der Liebe“ (D. — Maria Paudler). bbox=[53, 2110, 332, 2123]
weather-cell: NNW bbox=[969, 1743, 1037, 1758]
kat-text: Ein Schwank in drei Akten (4 Bildern) von Eugen Wrede. Bearbeitung von Max Reimann. Dirigent: Paul Kandel. bbox=[608, 471, 789, 527]
cast-line: Grigorij ........ Peterhorn bbox=[402, 658, 532, 670]
weather-cell bbox=[1037, 1860, 1105, 1874]
kat-time: Anfang 7½ Uhr. Ende 10¼ Uhr. bbox=[608, 623, 778, 635]
mon-text: Abonnement aufgehoben. Gastspiel ungültig. Vorstellung zu volkstümlichen Preisen. bbox=[402, 830, 597, 872]
cast-line: Die Schenkwirtin ...... Bauer bbox=[402, 775, 555, 787]
fertilizer-col bbox=[1174, 827, 1547, 1106]
right-lower-c: Wetteraussichten für morgen: Wetterwechsel ist im Wandel. bbox=[1174, 1418, 1498, 1431]
weather-cell: Stockholm bbox=[803, 1772, 860, 1787]
